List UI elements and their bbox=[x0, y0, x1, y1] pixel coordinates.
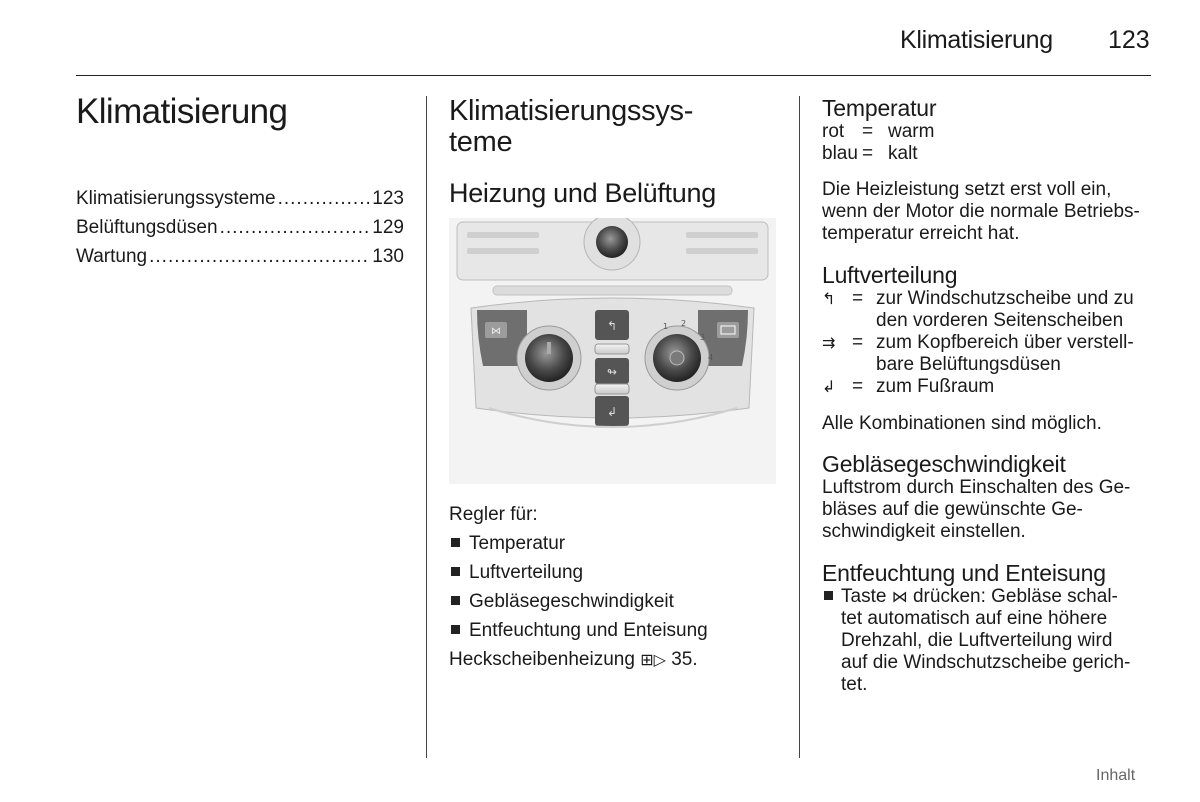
air-distribution-item: ⇉ = zum Kopfbereich über verstell- bare Belüftungsdüsen bbox=[822, 332, 1134, 375]
section-title-line1: Klimatisierungssys- bbox=[449, 95, 694, 127]
defrost-bullet: Taste ⋈ drücken: Gebläse schal- tet automatisch auf eine höhere Drehzahl, die Luftverteilung wird auf die Windschutzscheibe gerich- tet. bbox=[822, 586, 1152, 696]
list-item: Entfeuchtung und Enteisung bbox=[449, 616, 779, 645]
toc-entry[interactable] bbox=[76, 188, 404, 217]
svg-text:3: 3 bbox=[700, 333, 706, 342]
svg-text:↲: ↲ bbox=[606, 405, 618, 419]
rear-window-heating-icon: ⊞ bbox=[640, 650, 654, 669]
climate-control-panel-illustration bbox=[449, 218, 776, 484]
toc-leader-dots bbox=[278, 188, 371, 210]
air-distribution-item: ↰ = zur Windschutzscheibe und zu den vorderen Seitenscheiben bbox=[822, 288, 1134, 331]
footwell-airflow-icon: ↲ bbox=[822, 377, 836, 396]
toc-entry[interactable] bbox=[76, 217, 404, 246]
bullet-square-icon bbox=[824, 591, 833, 600]
subsection-title: Heizung und Belüftung bbox=[449, 178, 716, 208]
header-rule bbox=[76, 75, 1151, 76]
list-item: Gebläsegeschwindigkeit bbox=[449, 587, 779, 616]
toc-leader-dots bbox=[149, 246, 370, 268]
bullet-square-icon bbox=[451, 538, 460, 547]
air-distribution-heading: Luftverteilung bbox=[822, 262, 958, 288]
head-airflow-icon: ⇉ bbox=[822, 333, 836, 352]
bullet-square-icon bbox=[451, 625, 460, 634]
section-title bbox=[449, 96, 779, 158]
fan-speed-text: Luftstrom durch Einschalten des Ge- bläses auf die gewünschte Ge- schwindigkeit einstellen. bbox=[822, 477, 1131, 542]
toc-entry-page: 130 bbox=[372, 246, 404, 267]
contents-link[interactable]: Inhalt bbox=[1096, 767, 1136, 784]
svg-text:↰: ↰ bbox=[606, 319, 618, 333]
page-reference-arrow-icon: ▷ bbox=[653, 650, 666, 669]
toc-entry[interactable] bbox=[76, 246, 404, 275]
controls-list-block bbox=[449, 500, 779, 674]
svg-text:↬: ↬ bbox=[606, 365, 618, 379]
toc-leader-dots bbox=[220, 217, 371, 239]
svg-text:1: 1 bbox=[663, 322, 669, 331]
air-distribution-note: Alle Kombinationen sind möglich. bbox=[822, 413, 1102, 434]
bullet-square-icon bbox=[451, 567, 460, 576]
column-divider-left bbox=[426, 96, 427, 758]
list-item: Temperatur bbox=[449, 529, 779, 558]
table-of-contents bbox=[76, 188, 404, 275]
toc-entry-page: 129 bbox=[372, 217, 404, 238]
section-column-controls bbox=[822, 95, 1152, 696]
controls-intro: Regler für: bbox=[449, 504, 538, 525]
chapter-title: Klimatisierung bbox=[76, 92, 288, 131]
control-panel-drawing bbox=[449, 218, 776, 484]
windscreen-airflow-icon: ↰ bbox=[822, 289, 836, 308]
fan-speed-heading: Gebläsegeschwindigkeit bbox=[822, 451, 1066, 477]
defrost-button-icon: ⋈ bbox=[891, 587, 908, 606]
svg-text:⋈: ⋈ bbox=[491, 326, 501, 337]
rear-heating-reference[interactable]: Heckscheibenheizung ⊞▷ 35. bbox=[449, 649, 698, 670]
toc-entry-label: Klimatisierungssysteme bbox=[76, 188, 276, 209]
column-divider-right bbox=[799, 96, 800, 758]
section-title-line2: teme bbox=[449, 126, 513, 158]
defrost-heading: Entfeuchtung und Enteisung bbox=[822, 560, 1106, 586]
air-distribution-item: ↲ = zum Fußraum bbox=[822, 376, 995, 397]
temperature-heading: Temperatur bbox=[822, 95, 937, 121]
section-column-systems bbox=[449, 96, 779, 208]
temperature-row: rot = warm bbox=[822, 121, 935, 142]
svg-text:4: 4 bbox=[708, 353, 714, 362]
page-number: 123 bbox=[1108, 26, 1150, 54]
toc-entry-label: Wartung bbox=[76, 246, 148, 267]
toc-entry-page: 123 bbox=[372, 188, 404, 209]
toc-entry-label: Belüftungsdüsen bbox=[76, 217, 218, 238]
svg-text:2: 2 bbox=[681, 319, 687, 328]
temperature-note: Die Heizleistung setzt erst voll ein, wenn der Motor die normale Betriebs- temperatur erreicht hat. bbox=[822, 179, 1140, 244]
bullet-square-icon bbox=[451, 596, 460, 605]
running-header-title: Klimatisierung bbox=[900, 26, 1053, 54]
temperature-row: blau = kalt bbox=[822, 143, 918, 164]
list-item: Luftverteilung bbox=[449, 558, 779, 587]
